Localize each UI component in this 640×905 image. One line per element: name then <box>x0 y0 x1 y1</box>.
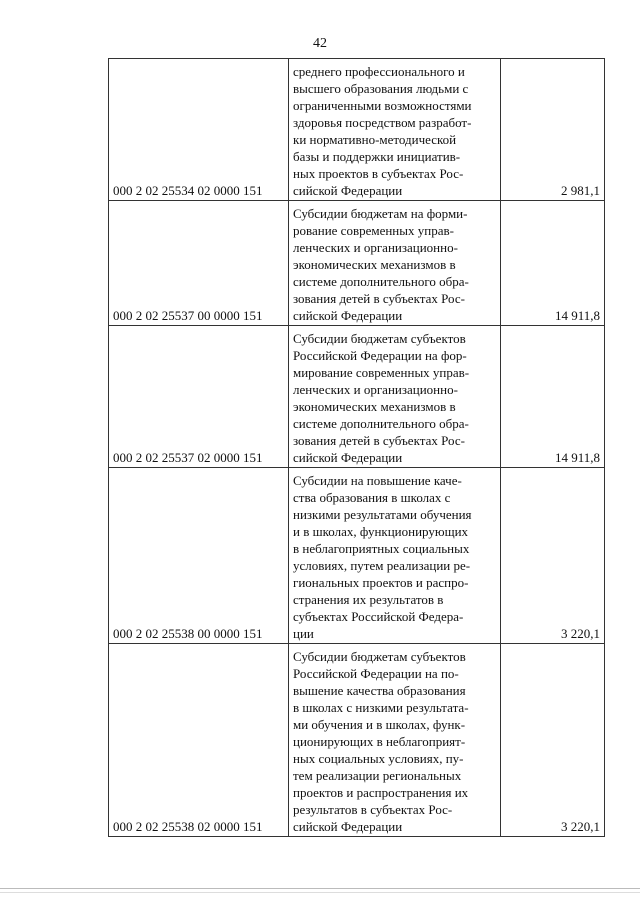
description-line: зования детей в субъектах Рос- <box>293 433 465 448</box>
description-line: базы и поддержки инициатив- <box>293 149 461 164</box>
description-line: Субсидии бюджетам на форми- <box>293 206 468 221</box>
description-line: Субсидии бюджетам субъектов <box>293 331 466 346</box>
description-line: Субсидии бюджетам субъектов <box>293 649 466 664</box>
budget-classification-code: 000 2 02 25537 02 0000 151 <box>109 326 289 468</box>
amount-value: 14 911,8 <box>501 201 605 326</box>
budget-classification-code: 000 2 02 25537 00 0000 151 <box>109 201 289 326</box>
description-line: ционирующих в неблагоприят- <box>293 734 466 749</box>
description-line: среднего профессионального и <box>293 64 465 79</box>
description-line: проектов и распространения их <box>293 785 469 800</box>
description-line: сийской Федерации <box>293 183 403 198</box>
description-line: сийской Федерации <box>293 819 403 834</box>
revenue-description <box>289 326 501 468</box>
description-line: результатов в субъектах Рос- <box>293 802 453 817</box>
description-line: ми обучения и в школах, функ- <box>293 717 466 732</box>
amount-value: 3 220,1 <box>501 468 605 644</box>
page-number: 42 <box>313 36 327 51</box>
budget-classification-code: 000 2 02 25534 02 0000 151 <box>109 59 289 201</box>
description-line: гиональных проектов и распро- <box>293 575 469 590</box>
revenue-description <box>289 468 501 644</box>
description-line: ции <box>293 626 314 641</box>
amount-value: 2 981,1 <box>501 59 605 201</box>
description-line: условиях, путем реализации ре- <box>293 558 471 573</box>
amount-value: 3 220,1 <box>501 644 605 837</box>
description-line: рование современных управ- <box>293 223 454 238</box>
table-row <box>109 468 605 644</box>
description-line: низкими результатами обучения <box>293 507 472 522</box>
table-body <box>109 59 605 837</box>
budget-revenue-table <box>108 58 605 837</box>
description-line: ных проектов в субъектах Рос- <box>293 166 464 181</box>
description-line: тем реализации региональных <box>293 768 462 783</box>
table-row <box>109 201 605 326</box>
description-line: ства образования в школах с <box>293 490 451 505</box>
description-line: высшего образования людьми с <box>293 81 469 96</box>
description-line: субъектах Российской Федера- <box>293 609 464 624</box>
description-line: системе дополнительного обра- <box>293 274 469 289</box>
table-row <box>109 59 605 201</box>
description-line: Российской Федерации на по- <box>293 666 459 681</box>
revenue-description <box>289 644 501 837</box>
budget-classification-code: 000 2 02 25538 02 0000 151 <box>109 644 289 837</box>
description-line: ных социальных условиях, пу- <box>293 751 464 766</box>
revenue-description <box>289 201 501 326</box>
description-line: странения их результатов в <box>293 592 444 607</box>
page-bottom-rule-secondary <box>0 892 640 893</box>
description-line: зования детей в субъектах Рос- <box>293 291 465 306</box>
page-bottom-rule <box>0 888 640 889</box>
description-line: экономических механизмов в <box>293 399 456 414</box>
description-line: вышение качества образования <box>293 683 466 698</box>
amount-value: 14 911,8 <box>501 326 605 468</box>
description-line: ограниченными возможностями <box>293 98 472 113</box>
description-line: экономических механизмов в <box>293 257 456 272</box>
description-line: и в школах, функционирующих <box>293 524 469 539</box>
description-line: системе дополнительного обра- <box>293 416 469 431</box>
description-line: в неблагоприятных социальных <box>293 541 470 556</box>
description-line: Субсидии на повышение каче- <box>293 473 462 488</box>
description-line: сийской Федерации <box>293 308 403 323</box>
description-line: Российской Федерации на фор- <box>293 348 467 363</box>
description-line: ленческих и организационно- <box>293 240 458 255</box>
description-line: мирование современных управ- <box>293 365 470 380</box>
description-line: здоровья посредством разработ- <box>293 115 472 130</box>
description-line: ки нормативно-методической <box>293 132 457 147</box>
description-line: ленческих и организационно- <box>293 382 458 397</box>
budget-classification-code: 000 2 02 25538 00 0000 151 <box>109 468 289 644</box>
description-line: в школах с низкими результата- <box>293 700 469 715</box>
table-row <box>109 644 605 837</box>
revenue-description <box>289 59 501 201</box>
table-row <box>109 326 605 468</box>
description-line: сийской Федерации <box>293 450 403 465</box>
